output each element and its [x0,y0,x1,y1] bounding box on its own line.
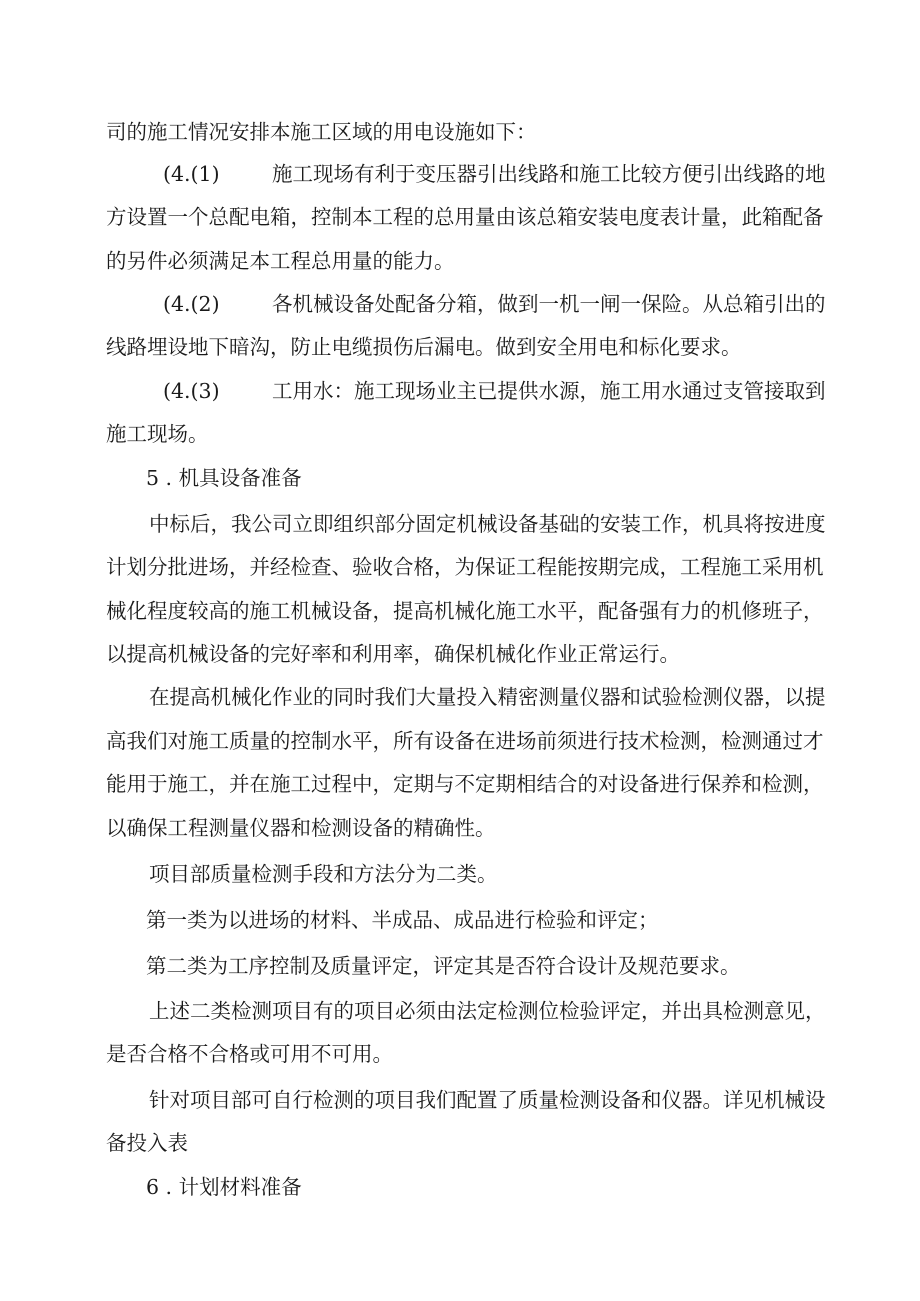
section-heading: 5 . 机具设备准备 [146,466,302,490]
paragraph-line: 第二类为工序控制及质量评定，评定其是否符合设计及规范要求。 [146,954,741,978]
paragraph-line: 上述二类检测项目有的项目必须由法定检测位检验评定，并出具检测意见， [149,999,826,1023]
paragraph-line: 第一类为以进场的材料、半成品、成品进行检验和评定； [146,908,659,932]
paragraph-line: 各机械设备处配备分箱，做到一机一闸一保险。从总箱引出的 [272,292,826,316]
paragraph-line: 械化程度较高的施工机械设备，提高机械化施工水平，配备强有力的机修班子， [106,599,824,623]
paragraph-line: 以提高机械设备的完好率和利用率，确保机械化作业正常运行。 [106,642,680,666]
paragraph-line: 施工现场有利于变压器引出线路和施工比较方便引出线路的地 [272,162,826,186]
paragraph-line: 项目部质量检测手段和方法分为二类。 [149,862,498,886]
paragraph-line: 中标后，我公司立即组织部分固定机械设备基础的安装工作，机具将按进度 [149,512,826,536]
paragraph-line: 线路埋设地下暗沟，防止电缆损伤后漏电。做到安全用电和标化要求。 [106,335,742,359]
paragraph-line: 方设置一个总配电箱，控制本工程的总用量由该总箱安装电度表计量，此箱配备 [106,205,824,229]
paragraph-line: 能用于施工，并在施工过程中，定期与不定期相结合的对设备进行保养和检测， [106,772,824,796]
paragraph-line: 施工现场。 [106,422,209,446]
paragraph-line: 备投入表 [106,1131,188,1155]
section-heading: 6 . 计划材料准备 [146,1175,302,1199]
paragraph-line: 司的施工情况安排本施工区域的用电设施如下： [106,120,537,144]
paragraph-line: 在提高机械化作业的同时我们大量投入精密测量仪器和试验检测仪器，以提 [149,685,826,709]
paragraph-line: 高我们对施工质量的控制水平，所有设备在进场前须进行技术检测，检测通过才 [106,729,824,753]
item-number: (4.(3) [163,379,220,403]
paragraph-line: 的另件必须满足本工程总用量的能力。 [106,249,455,273]
paragraph-line: 计划分批进场，并经检查、验收合格，为保证工程能按期完成，工程施工采用机 [106,555,824,579]
paragraph-line: 是否合格不合格或可用不可用。 [106,1042,393,1066]
paragraph-line: 针对项目部可自行检测的项目我们配置了质量检测设备和仪器。详见机械设 [149,1088,826,1112]
paragraph-line: 以确保工程测量仪器和检测设备的精确性。 [106,816,496,840]
item-number: (4.(2) [163,292,220,316]
item-number: (4.(1) [163,162,220,186]
paragraph-line: 工用水：施工现场业主已提供水源，施工用水通过支管接取到 [272,379,826,403]
